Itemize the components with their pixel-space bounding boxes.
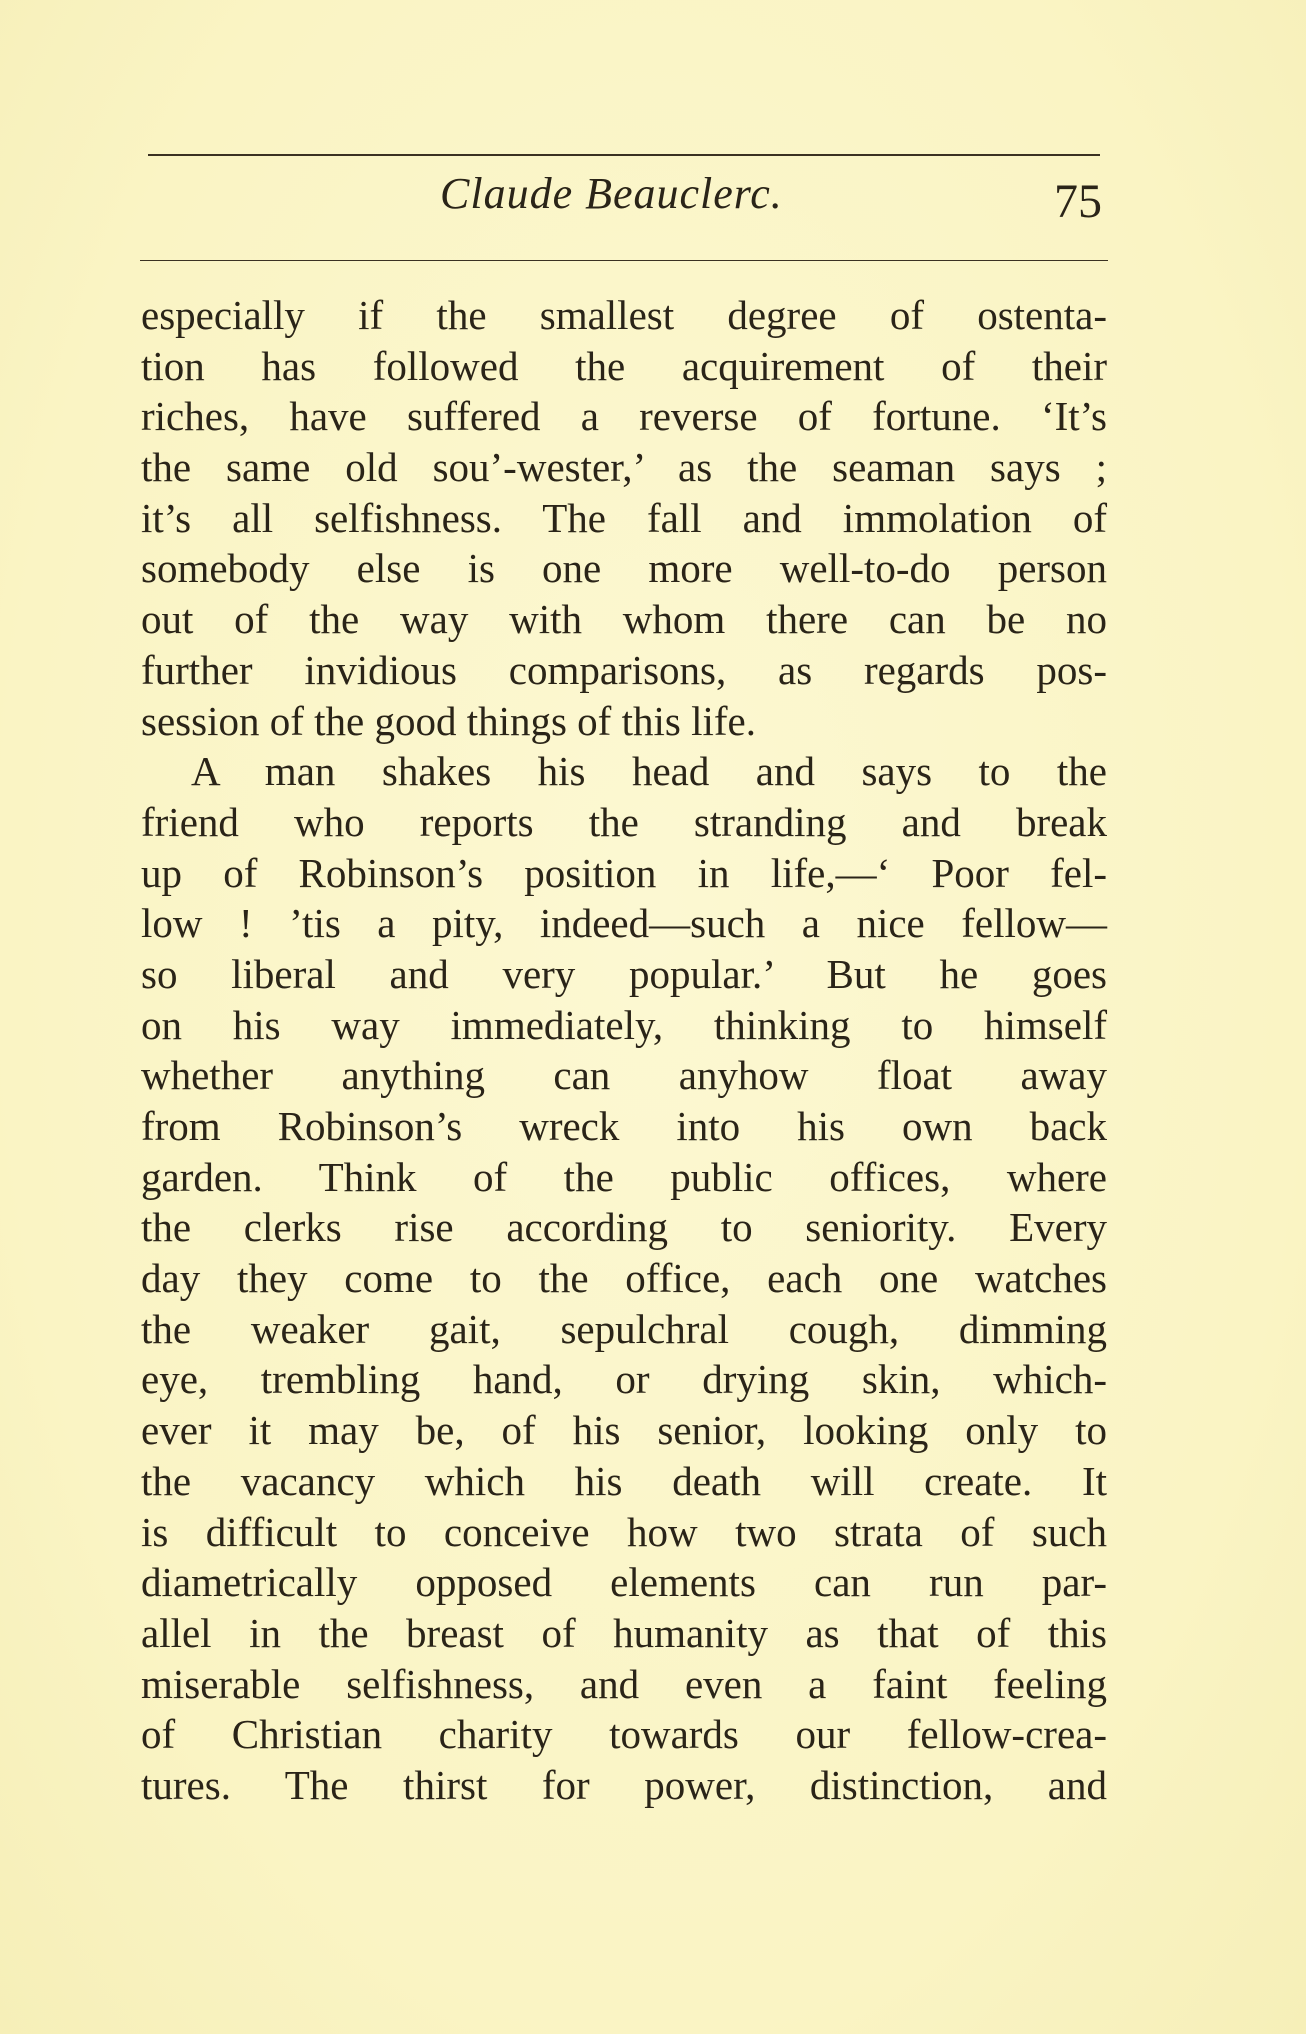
text-line: of Christian charity towards our fellow-crea- bbox=[141, 1711, 1107, 1758]
text-line: friend who reports the stranding and break bbox=[141, 798, 1107, 845]
text-line: further invidious comparisons, as regards pos- bbox=[141, 646, 1107, 693]
text-line: on his way immediately, thinking to himself bbox=[141, 1001, 1107, 1048]
text-line: riches, have suffered a reverse of fortune. ‘It’s bbox=[141, 393, 1107, 440]
text-line: the vacancy which his death will create. It bbox=[141, 1457, 1107, 1504]
text-line: the same old sou’-wester,’ as the seaman says ; bbox=[141, 444, 1107, 491]
text-line: so liberal and very popular.’ But he goes bbox=[141, 950, 1107, 997]
page-number: 75 bbox=[1054, 175, 1102, 228]
text-line: especially if the smallest degree of ostenta- bbox=[141, 292, 1107, 338]
text-line: session of the good things of this life. bbox=[141, 697, 756, 744]
text-line: it’s all selfishness. The fall and immolation of bbox=[141, 494, 1107, 541]
text-line: out of the way with whom there can be no bbox=[141, 596, 1107, 643]
text-line: diametrically opposed elements can run par- bbox=[141, 1559, 1107, 1606]
text-line: the clerks rise according to seniority. Every bbox=[141, 1204, 1107, 1251]
text-line: tion has followed the acquirement of their bbox=[141, 342, 1107, 389]
text-line: tures. The thirst for power, distinction, and bbox=[141, 1761, 1107, 1808]
text-line: garden. Think of the public offices, where bbox=[141, 1153, 1107, 1200]
text-line: miserable selfishness, and even a faint feeling bbox=[141, 1660, 1107, 1707]
text-line: the weaker gait, sepulchral cough, dimming bbox=[141, 1305, 1107, 1352]
body-text bbox=[141, 290, 1107, 1811]
header-rule-bottom bbox=[140, 260, 1108, 261]
text-line: eye, trembling hand, or drying skin, which- bbox=[141, 1356, 1107, 1403]
text-line: is difficult to conceive how two strata of such bbox=[141, 1508, 1107, 1555]
text-line: from Robinson’s wreck into his own back bbox=[141, 1103, 1107, 1149]
text-line: somebody else is one more well-to-do person bbox=[141, 545, 1107, 592]
running-title: Claude Beauclerc. bbox=[440, 169, 783, 218]
text-line: low ! ’tis a pity, indeed—such a nice fellow— bbox=[141, 900, 1107, 947]
text-line: whether anything can anyhow float away bbox=[141, 1052, 1107, 1099]
text-line: day they come to the office, each one watches bbox=[141, 1255, 1107, 1302]
text-line: A man shakes his head and says to the bbox=[191, 748, 1107, 795]
text-line: allel in the breast of humanity as that of this bbox=[141, 1609, 1107, 1656]
header-rule-top bbox=[148, 154, 1100, 156]
text-line: up of Robinson’s position in life,—‘ Poor fel- bbox=[141, 849, 1107, 896]
text-line: ever it may be, of his senior, looking only to bbox=[141, 1407, 1107, 1454]
